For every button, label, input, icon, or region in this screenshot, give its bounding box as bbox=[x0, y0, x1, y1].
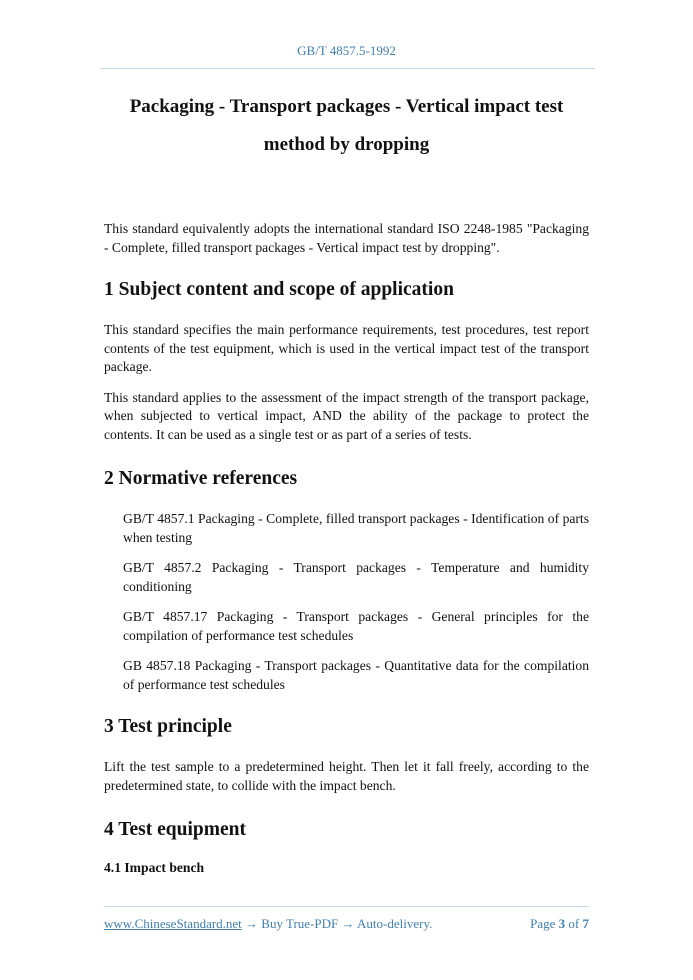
header-divider bbox=[100, 68, 595, 69]
section-1-paragraph-2: This standard applies to the assessment of the impact strength of the transport package, when subjected to vertical impact, AND the ability of the package to protect the contents. It can be used as a single test or as part of a series of tests. bbox=[104, 389, 589, 442]
footer-divider bbox=[104, 906, 589, 907]
running-header bbox=[0, 43, 693, 59]
page-label: Page bbox=[530, 916, 556, 931]
section-2-heading: 2 Normative references bbox=[104, 468, 298, 489]
page-indicator bbox=[530, 916, 589, 932]
total-pages: 7 bbox=[582, 916, 589, 931]
document-body bbox=[104, 220, 589, 877]
website-link[interactable]: www.ChineseStandard.net bbox=[104, 916, 242, 931]
current-page: 3 bbox=[558, 916, 566, 931]
page-of-label: of bbox=[568, 916, 580, 931]
subsection-4-1-heading: 4.1 Impact bench bbox=[104, 860, 205, 875]
standard-code: GB/T 4857.5-1992 bbox=[297, 43, 396, 58]
section-3-paragraph: Lift the test sample to a predetermined height. Then let it fall freely, according to the predetermined state, to collide with the impact bench. bbox=[104, 759, 589, 793]
section-1-paragraph-1: This standard specifies the main performance requirements, test procedures, test report contents of the test equipment, which is used in the vertical impact test of the transport package. bbox=[104, 322, 589, 374]
document-title bbox=[0, 88, 693, 164]
reference-item: GB/T 4857.17 Packaging - Transport packages - General principles for the compilation of performance test schedules bbox=[123, 609, 589, 643]
section-1-heading: 1 Subject content and scope of application bbox=[104, 279, 454, 300]
promo-text: → Buy True-PDF → Auto-delivery. bbox=[241, 916, 433, 931]
reference-item: GB 4857.18 Packaging - Transport packages - Quantitative data for the compilation of performance test schedules bbox=[123, 658, 589, 692]
reference-item: GB/T 4857.1 Packaging - Complete, filled transport packages - Identification of parts when testing bbox=[123, 511, 589, 545]
intro-paragraph: This standard equivalently adopts the international standard ISO 2248-1985 "Packaging - Complete, filled transport packages - Vertical impact test by dropping". bbox=[104, 221, 589, 255]
footer-promo bbox=[104, 916, 432, 932]
section-4-heading: 4 Test equipment bbox=[104, 819, 246, 840]
section-3-heading: 3 Test principle bbox=[104, 716, 232, 737]
reference-item: GB/T 4857.2 Packaging - Transport packages - Temperature and humidity conditioning bbox=[123, 560, 589, 594]
title-line-2: method by dropping bbox=[263, 134, 430, 155]
title-line-1: Packaging - Transport packages - Vertical impact test bbox=[129, 96, 564, 117]
page-footer bbox=[104, 916, 589, 932]
